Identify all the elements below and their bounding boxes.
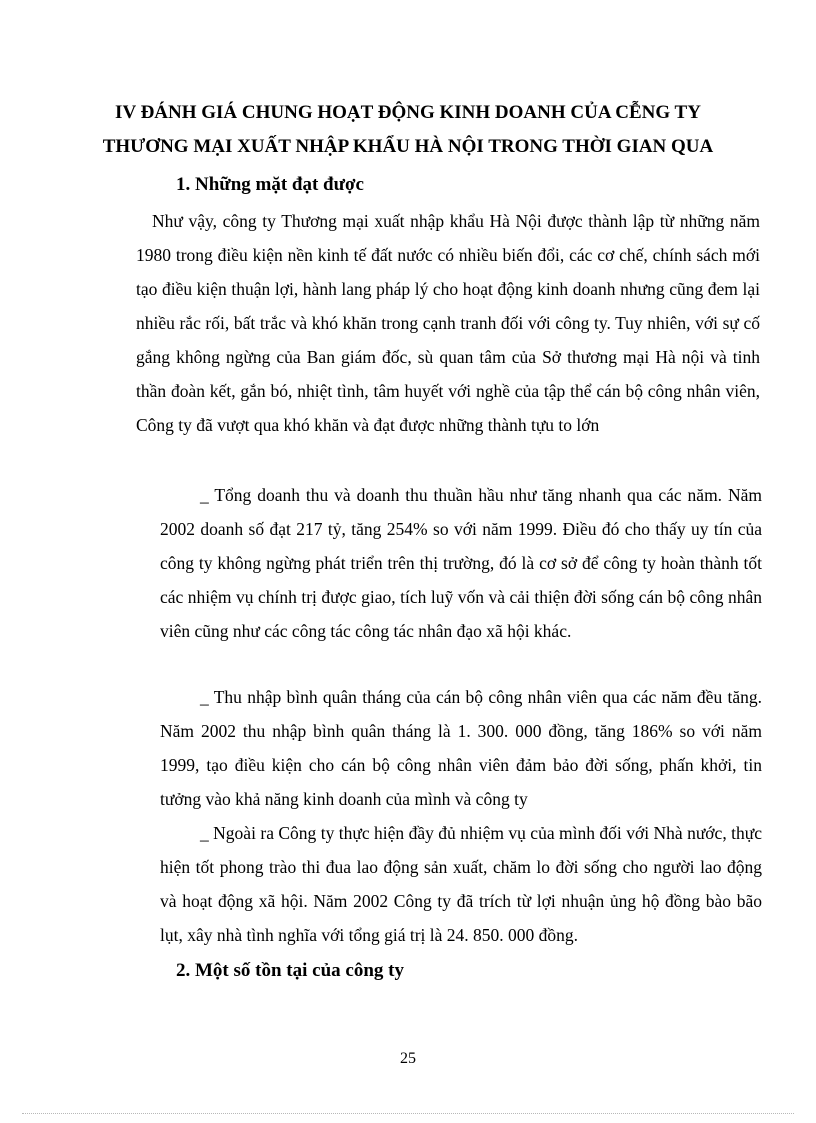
document-title-line-2: THƯƠNG MẠI XUẤT NHẬP KHẨU HÀ NỘI TRONG THỜI GIAN QUA [102, 136, 714, 157]
bullet-item-revenue: _ Tổng doanh thu và doanh thu thuần hầu như tăng nhanh qua các năm. Năm 2002 doanh số đạt 217 tỷ, tăng 254% so với năm 1999. Điều đó cho thấy uy tín của công ty không ngừng phát triển trên thị trường, đó là cơ sở để công ty hoàn thành tốt các nhiệm vụ chính trị được giao, tích luỹ vốn và cải thiện đời sống cán bộ công nhân viên cũng như các công tác công tác nhân đạo xã hội khác. [160, 485, 762, 641]
section-1-paragraph: Như vậy, công ty Thương mại xuất nhập khẩu Hà Nội được thành lập từ những năm 1980 trong điều kiện nền kinh tế đất nước có nhiều biến đổi, các cơ chế, chính sách mới tạo điều kiện thuận lợi, hành lang pháp lý cho hoạt động kinh doanh nhưng cũng đem lại nhiều rắc rối, bất trắc và khó khăn trong cạnh tranh đối với công ty. Tuy nhiên, với sự cố gắng không ngừng của Ban giám đốc, sù quan tâm của Sở thương mại Hà nội và tinh thần đoàn kết, gắn bó, nhiệt tình, tâm huyết với nghề của tập thể cán bộ công nhân viên, Công ty đã vượt qua khó khăn và đạt được những thành tựu to lớn [136, 211, 760, 435]
section-1-heading: 1. Những mặt đạt được [176, 174, 364, 195]
section-2-heading: 2. Một số tồn tại của công ty [176, 960, 404, 981]
bullet-item-income: _ Thu nhập bình quân tháng của cán bộ công nhân viên qua các năm đều tăng. Năm 2002 thu nhập bình quân tháng là 1. 300. 000 đồng, tăng 186% so với năm 1999, tạo điều kiện cho cán bộ công nhân viên đảm bảo đời sống, phấn khởi, tin tưởng vào khả năng kinh doanh của mình và công ty [160, 687, 762, 809]
page-bottom-divider [22, 1113, 794, 1114]
page-number: 25 [400, 1050, 416, 1067]
bullet-item-obligations: _ Ngoài ra Công ty thực hiện đầy đủ nhiệm vụ của mình đối với Nhà nước, thực hiện tốt phong trào thi đua lao động sản xuất, chăm lo đời sống cho người lao động và hoạt động xã hội. Năm 2002 Công ty đã trích từ lợi nhuận ủng hộ đồng bào bão lụt, xây nhà tình nghĩa với tổng giá trị là 24. 850. 000 đồng. [160, 823, 762, 945]
document-title-line-1: IV ĐÁNH GIÁ CHUNG HOẠT ĐỘNG KINH DOANH CỦA CỄNG TY [115, 102, 701, 123]
